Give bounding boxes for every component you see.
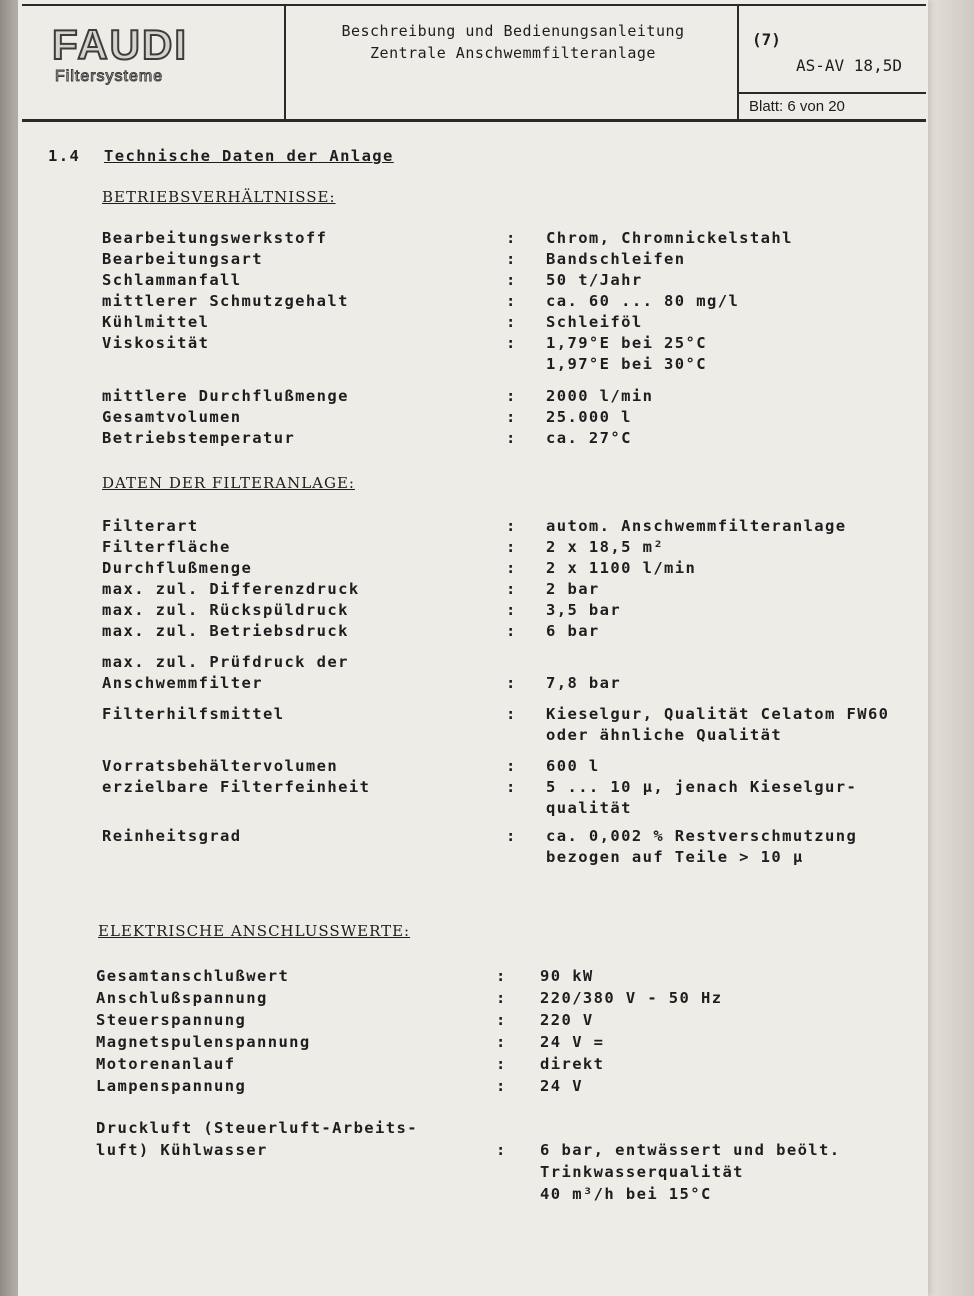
table-row (18, 621, 928, 642)
row-label: max. zul. Prüfdruck der (102, 653, 349, 671)
electrical-heading: ELEKTRISCHE ANSCHLUSSWERTE: (98, 922, 411, 940)
table-row (18, 558, 928, 579)
row-separator: : (506, 292, 517, 310)
row-separator: : (506, 408, 517, 426)
table-row (18, 1054, 928, 1075)
table-row (18, 1118, 928, 1139)
row-value: 24 V = (540, 1033, 605, 1051)
table-row (18, 1010, 928, 1031)
table-row (18, 312, 928, 333)
table-row (18, 516, 928, 537)
row-value: Chrom, Chromnickelstahl (546, 229, 793, 247)
row-label: mittlere Durchflußmenge (102, 387, 349, 405)
row-separator: : (506, 334, 517, 352)
row-value: 6 bar (546, 622, 600, 640)
filter-heading: DATEN DER FILTERANLAGE: (102, 474, 355, 492)
row-separator: : (506, 778, 517, 796)
row-label: Filterart (102, 517, 199, 535)
section-number: 1.4 (48, 147, 81, 165)
row-separator: : (506, 827, 517, 845)
row-label: max. zul. Betriebsdruck (102, 622, 349, 640)
row-value: 7,8 bar (546, 674, 622, 692)
row-label: Schlammanfall (102, 271, 242, 289)
row-label: Gesamtanschlußwert (96, 967, 290, 985)
row-value: 90 kW (540, 967, 594, 985)
row-separator: : (506, 271, 517, 289)
row-value: 6 bar, entwässert und beölt. (540, 1141, 841, 1159)
row-label: max. zul. Rückspüldruck (102, 601, 349, 619)
row-value: Schleiföl (546, 313, 643, 331)
row-separator: : (506, 601, 517, 619)
table-row (18, 756, 928, 777)
table-row (18, 270, 928, 291)
row-separator: : (506, 250, 517, 268)
row-label: Durchflußmenge (102, 559, 253, 577)
row-value: qualität (546, 799, 632, 817)
row-label: Magnetspulenspannung (96, 1033, 311, 1051)
header-divider (737, 6, 739, 119)
row-label: Gesamtvolumen (102, 408, 242, 426)
row-separator: : (506, 229, 517, 247)
row-value: ca. 60 ... 80 mg/l (546, 292, 740, 310)
table-row (18, 777, 928, 798)
row-separator: : (496, 967, 507, 985)
row-value: autom. Anschwemmfilteranlage (546, 517, 847, 535)
row-value: 24 V (540, 1077, 583, 1095)
row-separator: : (506, 517, 517, 535)
document-code: AS-AV 18,5D (796, 56, 902, 75)
row-value: 220/380 V - 50 Hz (540, 989, 723, 1007)
row-label: Bearbeitungsart (102, 250, 263, 268)
row-label: Filterhilfsmittel (102, 705, 285, 723)
table-row (18, 333, 928, 354)
operating-heading: BETRIEBSVERHÄLTNISSE: (102, 188, 336, 206)
row-separator: : (506, 429, 517, 447)
table-row (18, 725, 928, 746)
sheet-number: Blatt: 6 von 20 (749, 98, 845, 115)
company-logo: FAUDI (52, 21, 188, 68)
row-separator: : (506, 674, 517, 692)
table-row (18, 600, 928, 621)
row-value: 1,97°E bei 30°C (546, 355, 707, 373)
row-label: Betriebstemperatur (102, 429, 296, 447)
row-value: Trinkwasserqualität (540, 1163, 744, 1181)
company-logo-subtitle: Filtersysteme (55, 68, 164, 85)
row-separator: : (506, 559, 517, 577)
section-title: Technische Daten der Anlage (104, 147, 394, 165)
row-separator: : (506, 622, 517, 640)
document-number: (7) (752, 30, 781, 49)
table-row (18, 1140, 928, 1161)
row-separator: : (506, 580, 517, 598)
row-separator: : (506, 313, 517, 331)
row-label: Kühlmittel (102, 313, 210, 331)
row-value: Bandschleifen (546, 250, 686, 268)
row-value: bezogen auf Teile > 10 µ (546, 848, 804, 866)
row-value: 2000 l/min (546, 387, 654, 405)
document-title-line2: Zentrale Anschwemmfilteranlage (370, 44, 656, 62)
table-row (18, 1032, 928, 1053)
row-label: Viskosität (102, 334, 210, 352)
row-value: ca. 27°C (546, 429, 632, 447)
row-separator: : (496, 1033, 507, 1051)
row-value: oder ähnliche Qualität (546, 726, 783, 744)
document-page (18, 0, 928, 1296)
row-value: 50 t/Jahr (546, 271, 643, 289)
row-label: Anschwemmfilter (102, 674, 263, 692)
table-row (18, 988, 928, 1009)
table-row (18, 1184, 928, 1205)
page-header (22, 4, 926, 122)
row-separator: : (496, 1077, 507, 1095)
row-value: 220 V (540, 1011, 594, 1029)
row-label: Filterfläche (102, 538, 231, 556)
table-row (18, 228, 928, 249)
row-value: 3,5 bar (546, 601, 622, 619)
row-value: ca. 0,002 % Restverschmutzung (546, 827, 858, 845)
row-label: Reinheitsgrad (102, 827, 242, 845)
table-row (18, 847, 928, 868)
row-label: Motorenanlauf (96, 1055, 236, 1073)
table-row (18, 798, 928, 819)
header-divider (739, 92, 926, 94)
row-label: Bearbeitungswerkstoff (102, 229, 328, 247)
row-value: 2 bar (546, 580, 600, 598)
table-row (18, 537, 928, 558)
row-label: Vorratsbehältervolumen (102, 757, 339, 775)
table-row (18, 579, 928, 600)
row-label: Druckluft (Steuerluft-Arbeits- (96, 1119, 418, 1137)
row-label: erzielbare Filterfeinheit (102, 778, 371, 796)
row-separator: : (506, 538, 517, 556)
row-separator: : (506, 705, 517, 723)
row-value: 2 x 18,5 m² (546, 538, 665, 556)
row-label: max. zul. Differenzdruck (102, 580, 360, 598)
header-divider (284, 6, 286, 119)
table-row (18, 966, 928, 987)
row-value: 1,79°E bei 25°C (546, 334, 707, 352)
table-row (18, 407, 928, 428)
row-label: mittlerer Schmutzgehalt (102, 292, 349, 310)
row-value: 25.000 l (546, 408, 632, 426)
table-row (18, 428, 928, 449)
document-title-line1: Beschreibung und Bedienungsanleitung (341, 22, 685, 40)
row-label: Lampenspannung (96, 1077, 247, 1095)
row-separator: : (496, 989, 507, 1007)
row-separator: : (496, 1055, 507, 1073)
table-row (18, 704, 928, 725)
table-row (18, 1162, 928, 1183)
row-value: 40 m³/h bei 15°C (540, 1185, 712, 1203)
row-separator: : (496, 1141, 507, 1159)
row-value: 2 x 1100 l/min (546, 559, 697, 577)
row-value: 5 ... 10 µ, jenach Kieselgur- (546, 778, 858, 796)
table-row (18, 291, 928, 312)
table-row (18, 386, 928, 407)
row-label: Anschlußspannung (96, 989, 268, 1007)
row-value: 600 l (546, 757, 600, 775)
table-row (18, 354, 928, 375)
table-row (18, 652, 928, 673)
table-row (18, 249, 928, 270)
row-separator: : (496, 1011, 507, 1029)
row-separator: : (506, 757, 517, 775)
background-surface (926, 0, 974, 1296)
row-value: Kieselgur, Qualität Celatom FW60 (546, 705, 890, 723)
table-row (18, 826, 928, 847)
row-value: direkt (540, 1055, 605, 1073)
table-row (18, 673, 928, 694)
row-separator: : (506, 387, 517, 405)
table-row (18, 1076, 928, 1097)
row-label: luft) Kühlwasser (96, 1141, 268, 1159)
row-label: Steuerspannung (96, 1011, 247, 1029)
